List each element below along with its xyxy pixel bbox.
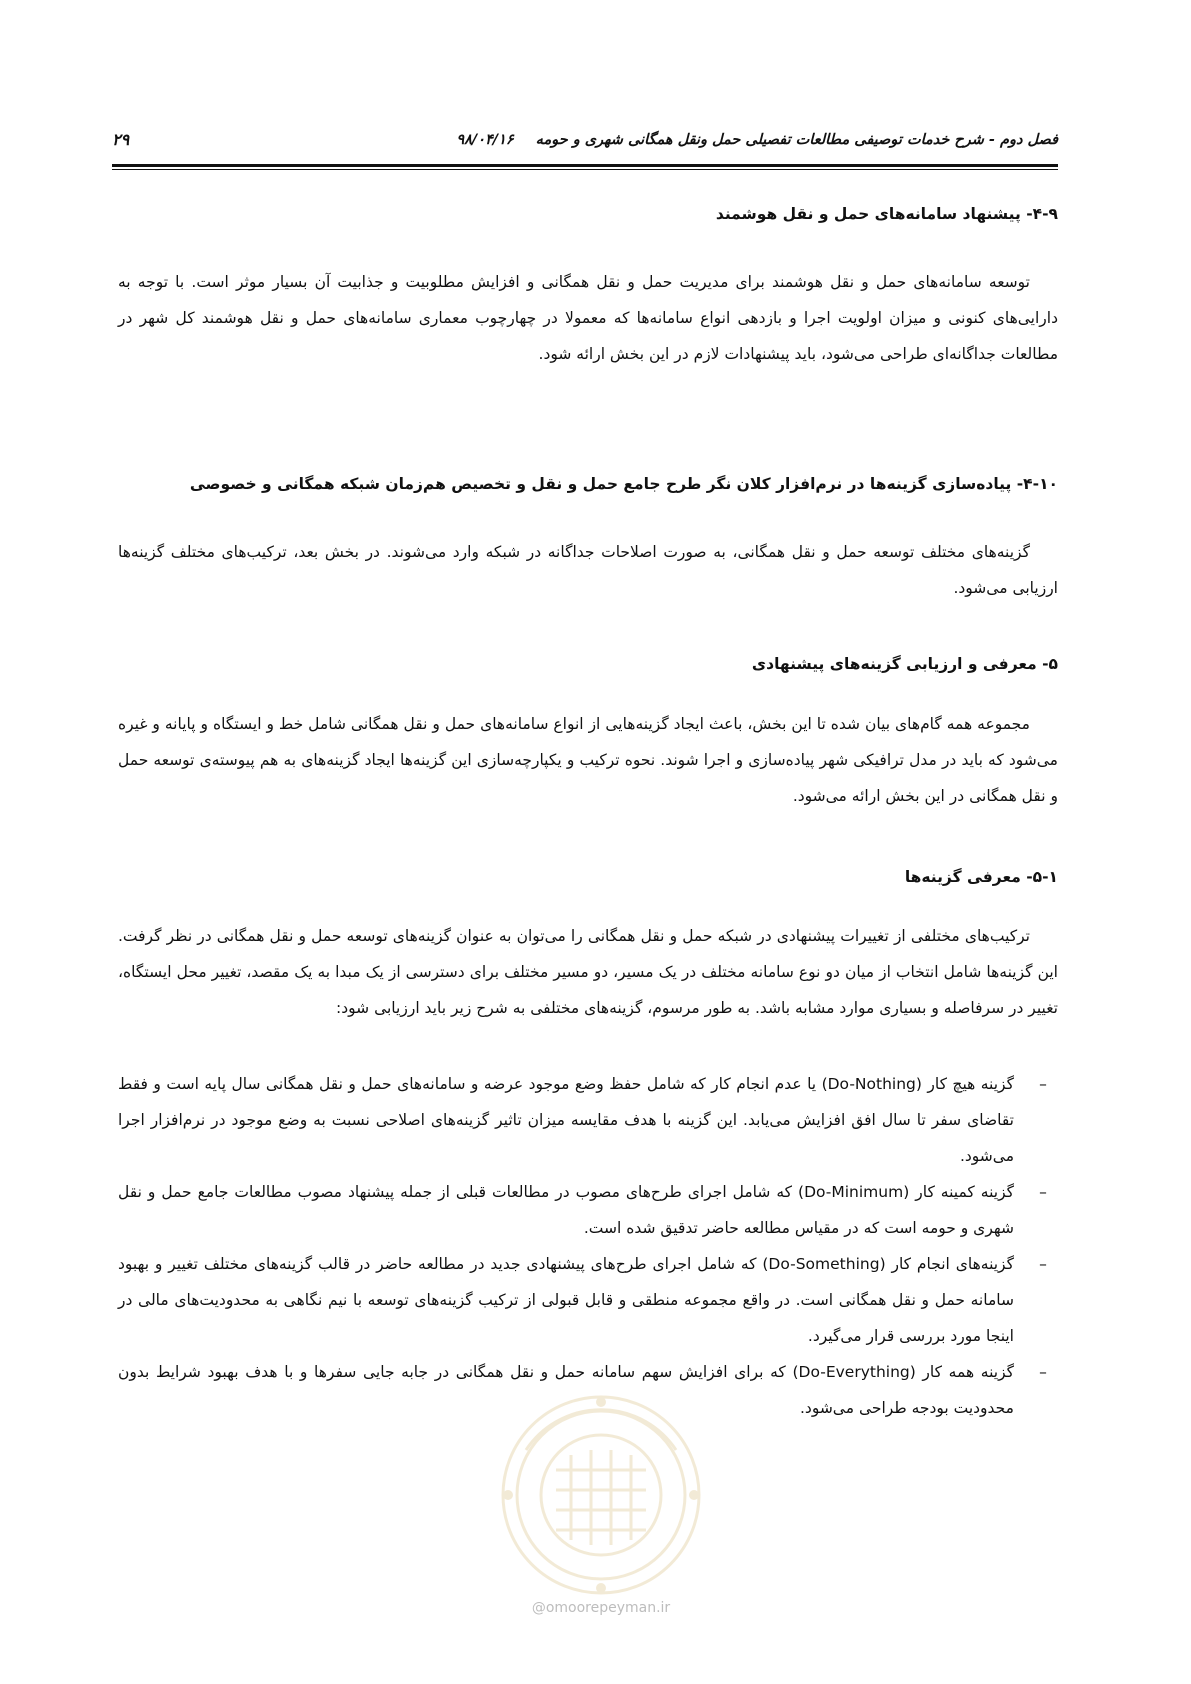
bullet-text: گزینه هیچ کار (Do-Nothing) یا عدم انجام کار که شامل حفظ وضع موجود عرضه و سامانه‌های حمل و نقل همگانی سال پایه است و فقط تقاضای سفر تا سال افق افزایش می‌یابد. این گزینه با هدف مقایسه میزان تاثیر گزینه‌های اصلاحی نسبت به وضع موجود در نرم‌افزار اجرا می‌شود.	[118, 1075, 1014, 1165]
section-paragraph-4-10: گزینه‌های مختلف توسعه حمل و نقل همگانی، به صورت اصلاحات جداگانه در شبکه وارد می‌شوند. در بخش بعد، ترکیب‌های مختلف گزینه‌ها ارزیابی می‌شود.	[118, 543, 1058, 597]
header-rule-thick	[112, 164, 1058, 167]
section-heading-5: ۵- معرفی و ارزیابی گزینه‌های پیشنهادی	[751, 655, 1058, 673]
page-header	[112, 128, 1058, 160]
section-paragraph-4-9: توسعه سامانه‌های حمل و نقل هوشمند برای مدیریت حمل و نقل همگانی و افزایش مطلوبیت و جذابیت آن بسیار موثر است. با توجه به دارایی‌های کنونی و میزان اولویت اجرا و بازدهی انواع سامانه‌ها که معمولا در چهارچوب معماری سامانه‌های حمل و نقل هوشمند کل شهر در مطالعات جداگانه‌ای طراحی می‌شود، باید پیشنهادات لازم در این بخش ارائه شود.	[118, 273, 1058, 363]
watermark-url: @omoorepeyman.ir	[531, 1600, 671, 1616]
bullet-item-do-everything	[118, 1354, 1058, 1426]
section-heading-5-1: ۵-۱- معرفی گزینه‌ها	[904, 868, 1058, 886]
header-title-text: فصل دوم - شرح خدمات توصیفی مطالعات تفصیلی حمل ونقل همگانی شهری و حومه	[535, 132, 1058, 148]
header-date: ۹۸/۰۴/۱۶	[456, 132, 514, 148]
bullet-dash: –	[1039, 1255, 1047, 1273]
bullet-text: گزینه‌های انجام کار (Do-Something) که شامل اجرای طرح‌های پیشنهادی جدید در مطالعه حاضر در قالب گزینه‌های مختلف تغییر و بهبود سامانه حمل و نقل همگانی است. در واقع مجموعه منطقی و قابل قبولی از ترکیب گزینه‌های توسعه با نیم نگاهی به محدودیت‌های مالی در اینجا مورد بررسی قرار می‌گیرد.	[118, 1255, 1014, 1345]
section-paragraph-5-1: ترکیب‌های مختلفی از تغییرات پیشنهادی در شبکه حمل و نقل همگانی را می‌توان به عنوان گزینه‌های توسعه حمل و نقل همگانی در نظر گرفت. این گزینه‌ها شامل انتخاب از میان دو نوع سامانه مختلف در یک مسیر، دو مسیر مختلف برای دسترسی از یک مبدا به یک مقصد، تغییر محل ایستگاه، تغییر در سرفاصله و بسیاری موارد مشابه باشد. به طور مرسوم، گزینه‌های مختلفی به شرح زیر باید ارزیابی شود:	[118, 927, 1058, 1017]
bullet-text: گزینه همه کار (Do-Everything) که برای افزایش سهم سامانه حمل و نقل همگانی در جابه جایی سفرها و با هدف بهبود شرایط بدون محدودیت بودجه طراحی می‌شود.	[118, 1363, 1015, 1417]
header-title	[456, 132, 1058, 148]
bullet-dash: –	[1039, 1183, 1047, 1201]
bullet-item-do-minimum	[118, 1174, 1058, 1246]
bullet-item-do-nothing	[118, 1066, 1058, 1174]
section-heading-4-9: ۴-۹- پیشنهاد سامانه‌های حمل و نقل هوشمند	[715, 205, 1058, 223]
bullet-text: گزینه کمینه کار (Do-Minimum) که شامل اجرای طرح‌های مصوب در مطالعات قبلی از جمله پیشنهاد مصوب مطالعات جامع حمل و نقل شهری و حومه است که در مقیاس مطالعه حاضر تدقیق شده است.	[118, 1183, 1015, 1237]
bullet-dash: –	[1039, 1363, 1047, 1381]
bullet-item-do-something	[118, 1246, 1058, 1354]
section-heading-4-10: ۴-۱۰- پیاده‌سازی گزینه‌ها در نرم‌افزار کلان نگر طرح جامع حمل و نقل و تخصیص هم‌زمان شبکه همگانی و خصوصی	[189, 475, 1058, 493]
bullet-dash: –	[1039, 1075, 1047, 1093]
section-paragraph-5: مجموعه همه گام‌های بیان شده تا این بخش، باعث ایجاد گزینه‌هایی از انواع سامانه‌های حمل و نقل همگانی شامل خط و ایستگاه و پایانه و غیره می‌شود که باید در مدل ترافیکی شهر پیاده‌سازی و اجرا شوند. نحوه ترکیب و یکپارچه‌سازی این گزینه‌ها ایجاد گزینه‌های به هم پیوسته‌ی توسعه حمل و نقل همگانی در این بخش ارائه می‌شود.	[118, 715, 1058, 805]
header-rule-thin	[112, 169, 1058, 170]
page-number: ۲۹	[112, 130, 130, 149]
